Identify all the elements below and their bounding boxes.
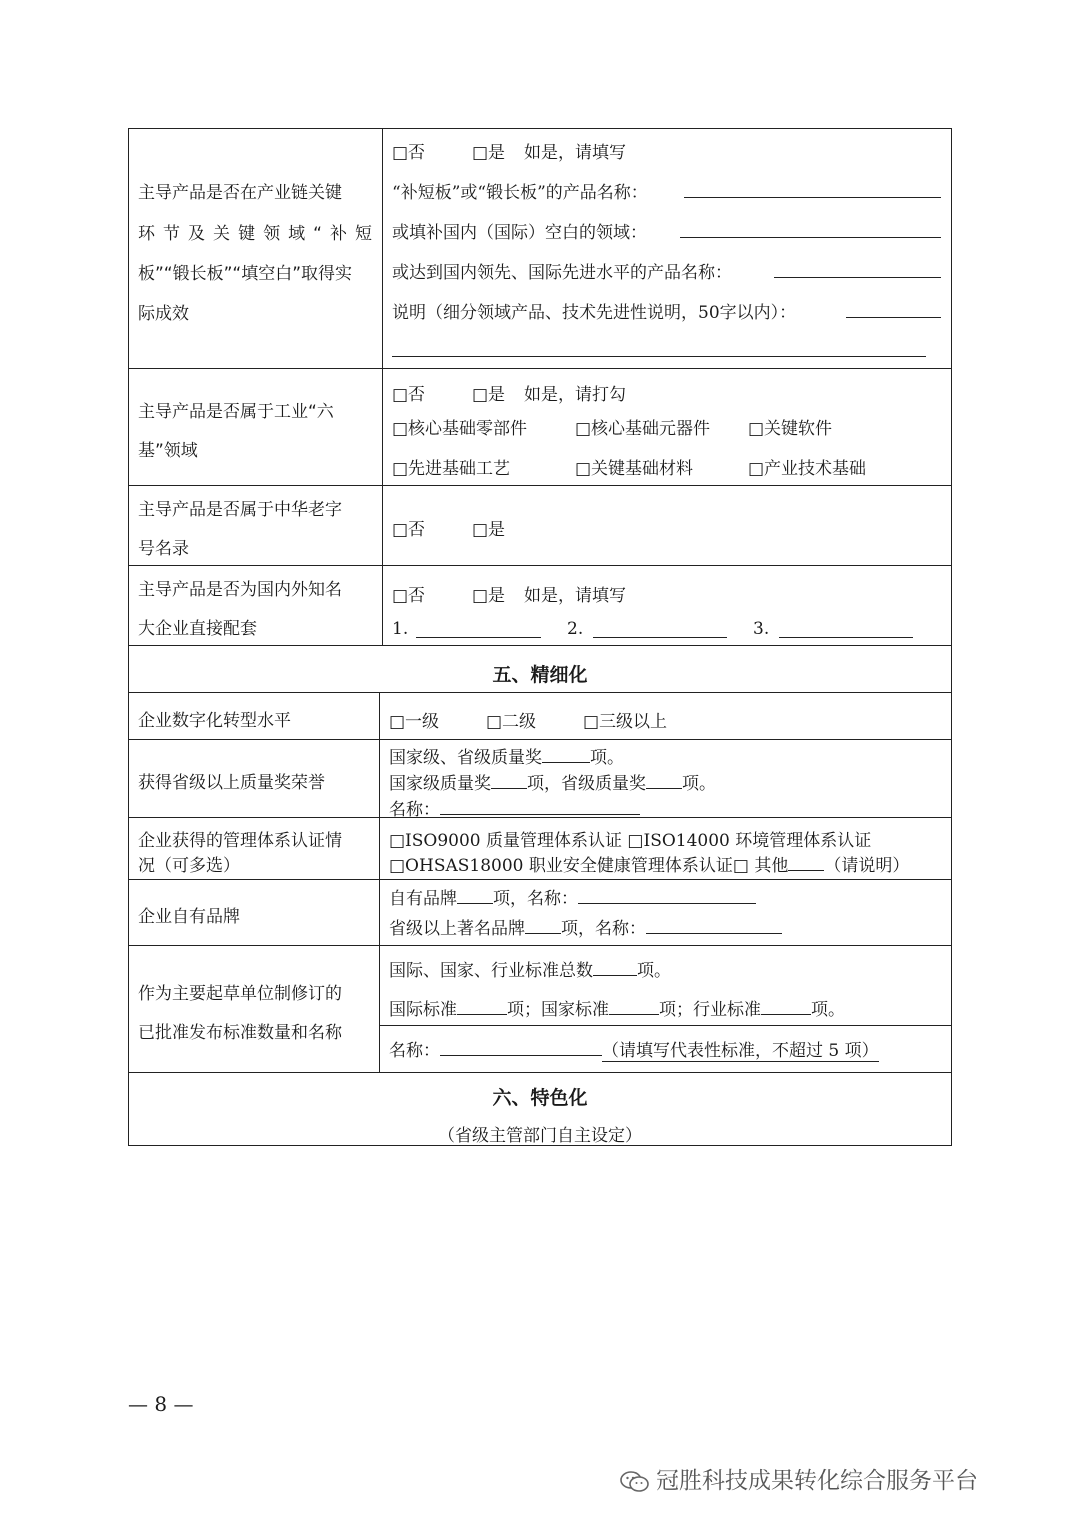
watermark-text: 冠胜科技成果转化综合服务平台 xyxy=(656,1468,978,1494)
text-segment: 项。 xyxy=(590,748,624,768)
supplier-input-2[interactable] xyxy=(593,637,727,638)
label-line: 企业数字化转型水平 xyxy=(138,711,291,731)
description-input-line2[interactable] xyxy=(392,356,926,357)
blank-input[interactable] xyxy=(440,800,640,815)
checkbox-level-3[interactable]: □三级以上 xyxy=(583,712,668,732)
standards-total-line xyxy=(389,956,671,981)
description-label: 说明（细分领域产品、技术先进性说明，50字以内）： xyxy=(392,303,797,323)
description-input[interactable] xyxy=(846,317,941,318)
text-segment: 项；国家标准 xyxy=(507,1000,609,1020)
text-segment: 项；行业标准 xyxy=(659,1000,761,1020)
product-name-blank[interactable] xyxy=(684,197,941,198)
label-line: 主导产品是否属于中华老字 xyxy=(138,500,342,520)
text-segment: 国家级、省级质量奖 xyxy=(389,748,542,768)
label-line: 号名录 xyxy=(138,539,189,559)
label-line: 基”领域 xyxy=(138,441,198,461)
label-line: 获得省级以上质量奖荣誉 xyxy=(138,773,325,793)
text-segment: 国际标准 xyxy=(389,1000,457,1020)
watermark xyxy=(620,1462,978,1495)
checkbox-key-software[interactable]: □关键软件 xyxy=(748,419,833,439)
blank-input[interactable] xyxy=(761,1000,811,1015)
text-segment: （请说明） xyxy=(824,856,910,876)
text-segment: （请填写代表性标准，不超过 5 项） xyxy=(602,1041,879,1061)
quality-award-name xyxy=(389,795,640,820)
section-note: （省级主管部门自主设定） xyxy=(438,1126,642,1146)
supplier-input-3[interactable] xyxy=(779,637,913,638)
famous-brand-line xyxy=(389,914,782,939)
section-title: 六、特色化 xyxy=(492,1087,588,1109)
checkbox-no[interactable]: □否 xyxy=(392,143,426,163)
checkbox-no[interactable]: □否 xyxy=(392,385,426,405)
quality-award-total xyxy=(389,743,624,768)
checkbox-industry-tech[interactable]: □产业技术基础 xyxy=(748,459,867,479)
checkbox-advanced-process[interactable]: □先进基础工艺 xyxy=(392,459,511,479)
blank-input[interactable] xyxy=(542,748,590,763)
checkbox-level-1[interactable]: □一级 xyxy=(389,712,440,732)
blank-input[interactable] xyxy=(457,1000,507,1015)
checkbox-no[interactable]: □否 xyxy=(392,586,426,606)
text-segment: 项，名称： xyxy=(561,919,646,939)
text-segment: 国际、国家、行业标准总数 xyxy=(389,961,593,981)
text-segment: 省级以上著名品牌 xyxy=(389,919,525,939)
text-segment: 国家级质量奖 xyxy=(389,774,491,794)
checkbox-yes[interactable]: □是 xyxy=(472,143,506,163)
page-number: — 8 — xyxy=(128,1392,194,1416)
item-number: 3. xyxy=(753,619,770,639)
blank-input[interactable] xyxy=(593,961,637,976)
label-line: 况（可多选） xyxy=(138,856,240,876)
checkbox-level-2[interactable]: □二级 xyxy=(486,712,537,732)
checkbox-core-components[interactable]: □核心基础元器件 xyxy=(575,419,711,439)
label-line: 主导产品是否在产业链关键 xyxy=(138,183,342,203)
checkbox-yes[interactable]: □是 xyxy=(472,586,506,606)
text-segment: 名称： xyxy=(389,800,440,820)
certification-options-1[interactable]: □ISO9000 质量管理体系认证 □ISO14000 环境管理体系认证 xyxy=(389,831,872,851)
blank-input[interactable] xyxy=(491,774,527,789)
label-line: 主导产品是否为国内外知名 xyxy=(138,580,342,600)
standards-breakdown-line xyxy=(389,995,845,1020)
label-line: 大企业直接配套 xyxy=(138,619,257,639)
leading-product-input[interactable] xyxy=(774,277,941,278)
text-segment: 项，名称： xyxy=(493,889,578,909)
blank-input[interactable] xyxy=(440,1041,602,1056)
text-segment: 项。 xyxy=(637,961,671,981)
label-line: 环节及关键领域“补短 xyxy=(138,224,372,244)
text-segment[interactable]: □OHSAS18000 职业安全健康管理体系认证□ 其他 xyxy=(389,856,789,876)
standards-name-line xyxy=(389,1036,879,1061)
blank-input[interactable] xyxy=(457,889,493,904)
supplier-input-1[interactable] xyxy=(416,637,541,638)
label-line: 企业自有品牌 xyxy=(138,907,240,927)
item-number: 1. xyxy=(392,619,409,639)
blank-input[interactable] xyxy=(646,919,782,934)
text-segment: 项。 xyxy=(811,1000,845,1020)
item-number: 2. xyxy=(567,619,584,639)
checkbox-yes[interactable]: □是 xyxy=(472,520,506,540)
label-line: 主导产品是否属于工业“六 xyxy=(138,402,334,422)
label-line: 已批准发布标准数量和名称 xyxy=(138,1023,342,1043)
checkbox-yes[interactable]: □是 xyxy=(472,385,506,405)
checkbox-core-parts[interactable]: □核心基础零部件 xyxy=(392,419,528,439)
hint-text: 如是，请填写 xyxy=(524,586,626,606)
hint-text: 如是，请打勾 xyxy=(524,385,626,405)
certification-options-2 xyxy=(389,851,909,876)
text-segment: 项。 xyxy=(682,774,716,794)
blank-field-label: 或填补国内（国际）空白的领域： xyxy=(392,223,647,243)
label-line: 板”“锻长板”“填空白”取得实 xyxy=(138,264,353,284)
text-segment: 自有品牌 xyxy=(389,889,457,909)
text-segment: 项，省级质量奖 xyxy=(527,774,646,794)
checkbox-key-materials[interactable]: □关键基础材料 xyxy=(575,459,694,479)
blank-input[interactable] xyxy=(609,1000,659,1015)
checkbox-no[interactable]: □否 xyxy=(392,520,426,540)
blank-input[interactable] xyxy=(525,919,561,934)
wechat-icon xyxy=(620,1471,650,1493)
label-line: 企业获得的管理体系认证情 xyxy=(138,831,342,851)
label-line: 作为主要起草单位制修订的 xyxy=(138,984,342,1004)
product-name-label: “补短板”或“锻长板”的产品名称： xyxy=(392,183,648,203)
hint-text: 如是，请填写 xyxy=(524,143,626,163)
blank-input[interactable] xyxy=(578,889,756,904)
blank-input[interactable] xyxy=(788,856,824,871)
leading-product-label: 或达到国内领先、国际先进水平的产品名称： xyxy=(392,263,732,283)
label-line: 际成效 xyxy=(138,304,189,324)
blank-input[interactable] xyxy=(646,774,682,789)
text-segment: 名称： xyxy=(389,1041,440,1061)
section-title: 五、精细化 xyxy=(492,664,588,686)
own-brand-line xyxy=(389,884,756,909)
quality-award-breakdown xyxy=(389,769,716,794)
blank-field-input[interactable] xyxy=(680,237,941,238)
